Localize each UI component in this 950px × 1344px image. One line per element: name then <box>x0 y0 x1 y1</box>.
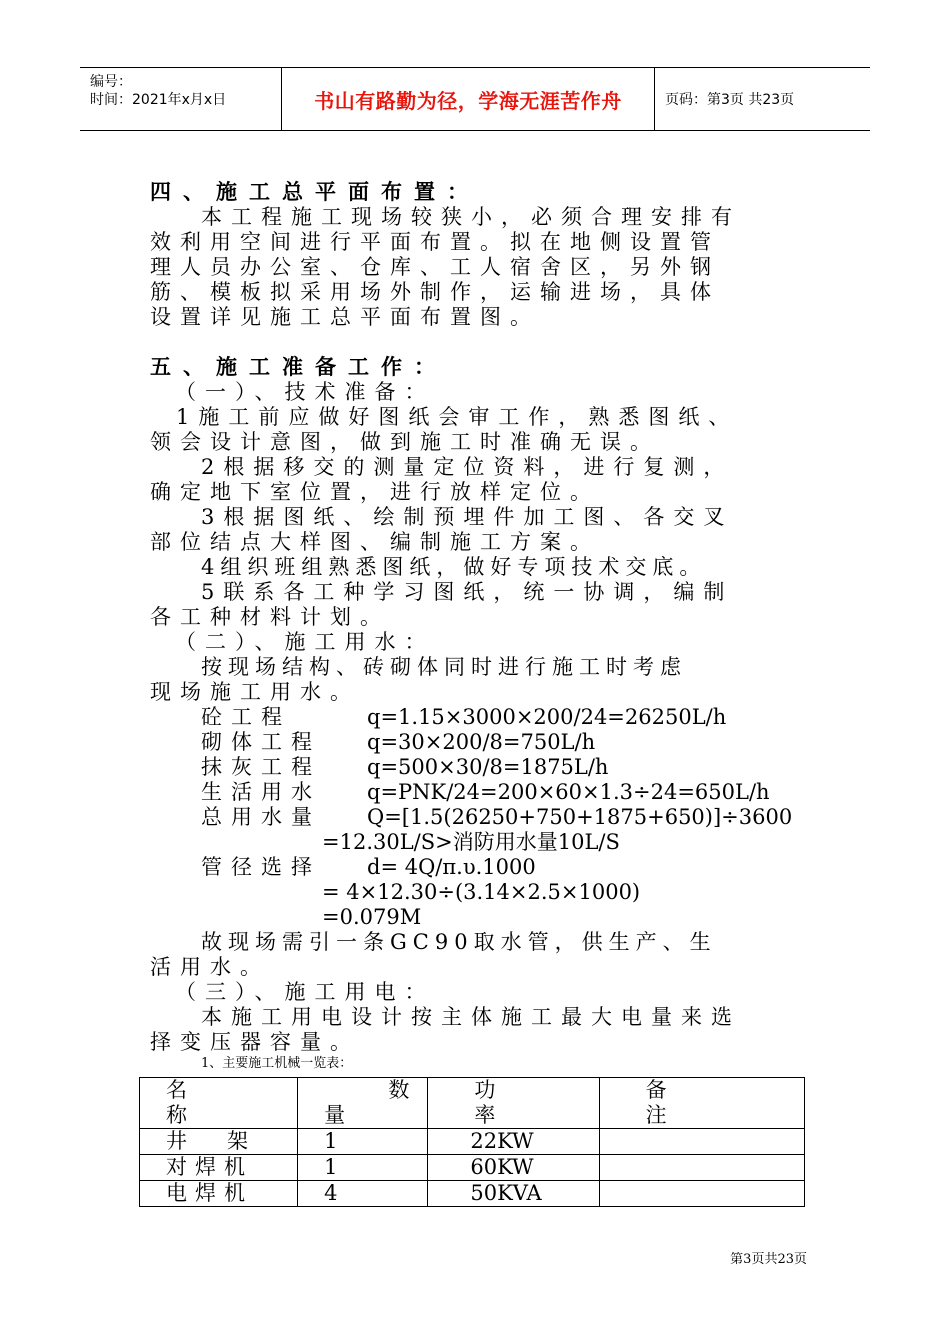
row-name-text: 井架 <box>166 1129 288 1153</box>
header-name-text <box>146 1078 297 1128</box>
pipe-formula: d= 4Q/π.υ.1000 <box>367 855 536 879</box>
table-row <box>140 1181 805 1207</box>
section4-line: 效利用空间进行平面布置。拟在地侧设置管 <box>150 230 720 254</box>
row-qty-text: 1 <box>324 1129 338 1153</box>
row-power <box>428 1181 599 1207</box>
number-label: 编号： <box>90 74 132 90</box>
water-item-formula: q=1.15×3000×200/24=26250L/h <box>367 705 727 729</box>
tech-line: 3根据图纸、绘制预埋件加工图、各交叉 <box>201 505 734 529</box>
tech-line: 2根据移交的测量定位资料，进行复测， <box>201 455 734 479</box>
table-caption: 1、主要施工机械一览表： <box>201 1056 353 1071</box>
tech-line: 5联系各工种学习图纸，统一协调，编制 <box>201 580 734 604</box>
table-row <box>140 1155 805 1181</box>
header-name-label: 名称 <box>166 1078 247 1127</box>
water-item-formula: Q=[1.5(26250+750+1875+650)]÷3600 <box>367 805 793 829</box>
tech-line: 1施工前应做好图纸会审工作，熟悉图纸、 <box>176 405 739 429</box>
header-left-cell <box>80 68 280 130</box>
water-item-formula: q=500×30/8=1875L/h <box>367 755 609 779</box>
row-qty <box>298 1181 428 1207</box>
section4-line: 理人员办公室、仓库、工人宿舍区，另外钢 <box>150 255 720 279</box>
row-power <box>428 1129 599 1155</box>
header-qty <box>298 1078 428 1129</box>
machine-table <box>139 1077 805 1207</box>
row-name <box>140 1129 298 1155</box>
water-conclusion-line: 故现场需引一条GC90取水管，供生产、生 <box>201 930 717 954</box>
section4-line: 本工程施工现场较狭小，必须合理安排有 <box>201 205 741 229</box>
water-item-formula: q=30×200/8=750L/h <box>367 730 596 754</box>
tech-line: 领会设计意图，做到施工时准确无误。 <box>150 430 660 454</box>
table-header-row <box>140 1078 805 1129</box>
water-conclusion-line: 活用水。 <box>150 955 270 979</box>
table-row <box>140 1129 805 1155</box>
tech-line: 各工种材料计划。 <box>150 605 390 629</box>
pipe-calc: = 4×12.30÷(3.14×2.5×1000) <box>322 880 641 904</box>
tech-line: 确定地下室位置，进行放样定位。 <box>150 480 600 504</box>
section4-line: 筋、模板拟采用场外制作，运输进场，具体 <box>150 280 720 304</box>
section4-line: 设置详见施工总平面布置图。 <box>150 305 540 329</box>
header-note <box>599 1078 804 1129</box>
water-item-label: 砼工程 <box>201 705 291 729</box>
power-line: 择变压器容量。 <box>150 1030 360 1054</box>
row-note <box>599 1155 804 1181</box>
header-motto-cell <box>281 68 655 130</box>
header-name <box>140 1078 298 1129</box>
water-item-formula: q=PNK/24=200×60×1.3÷24=650L/h <box>367 780 770 804</box>
row-qty-text: 4 <box>324 1181 338 1205</box>
header-note-label: 备注 <box>645 1078 757 1127</box>
water-heading: （二）、施工用水： <box>175 630 435 654</box>
row-name <box>140 1155 298 1181</box>
time-label: 时间：2021年x月x日 <box>90 92 227 108</box>
pipe-result: =0.079M <box>322 905 422 929</box>
row-qty <box>298 1129 428 1155</box>
header-qty-a: 数 <box>388 1078 410 1102</box>
header-power-label: 功率 <box>474 1078 576 1127</box>
power-line: 本施工用电设计按主体施工最大电量来选 <box>201 1005 741 1029</box>
water-item-label: 生活用水 <box>201 780 321 804</box>
header-page-info: 页码：第3页 共23页 <box>665 92 795 108</box>
row-power <box>428 1155 599 1181</box>
water-intro-line: 现场施工用水。 <box>150 680 360 704</box>
power-heading: （三）、施工用电： <box>175 980 435 1004</box>
tech-line: 部位结点大样图、编制施工方案。 <box>150 530 600 554</box>
section5-heading: 五、施工准备工作： <box>150 355 447 379</box>
water-item-label: 砌体工程 <box>201 730 321 754</box>
row-name <box>140 1181 298 1207</box>
page-header <box>80 67 870 131</box>
header-qty-b: 量 <box>324 1103 346 1127</box>
row-name-text: 对焊机 <box>166 1155 253 1179</box>
section4-heading: 四、施工总平面布置： <box>150 180 480 204</box>
tech-line: 4组织班组熟悉图纸，做好专项技术交底。 <box>201 555 707 579</box>
row-name-text: 电焊机 <box>166 1181 253 1205</box>
water-intro-line: 按现场结构、砖砌体同时进行施工时考虑 <box>201 655 687 679</box>
row-note <box>599 1181 804 1207</box>
pipe-label: 管径选择 <box>201 855 321 879</box>
tech-heading: （一）、技术准备： <box>175 380 435 404</box>
motto: 书山有路勤为径，学海无涯苦作舟 <box>314 88 622 113</box>
footer-page-number: 第3页共23页 <box>730 1252 807 1267</box>
row-power-text: 50KVA <box>470 1181 542 1205</box>
row-qty-text: 1 <box>324 1155 338 1179</box>
row-qty <box>298 1155 428 1181</box>
row-power-text: 60KW <box>470 1155 534 1179</box>
water-item-label: 抹灰工程 <box>201 755 321 779</box>
row-note <box>599 1129 804 1155</box>
water-item-label: 总用水量 <box>201 805 321 829</box>
water-total-cont: =12.30L/S>消防用水量10L/S <box>322 830 620 854</box>
header-power <box>428 1078 599 1129</box>
row-power-text: 22KW <box>470 1129 534 1153</box>
